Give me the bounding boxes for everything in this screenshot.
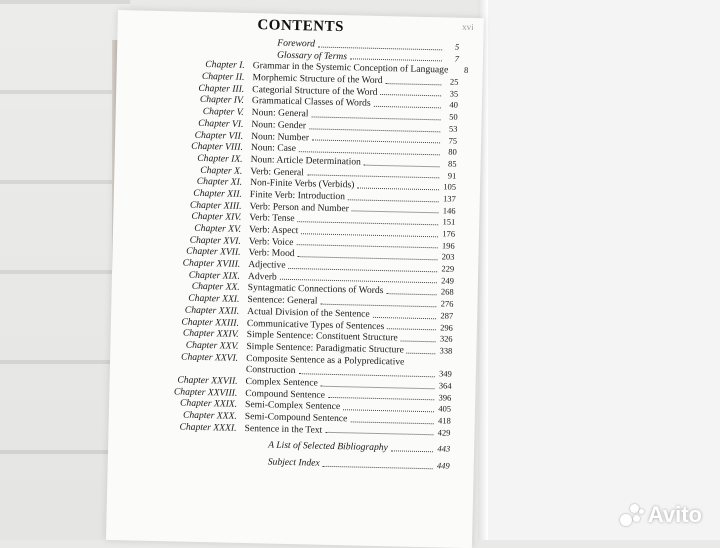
toc-entry-title: Non-Finite Verbs (Verbids) xyxy=(250,177,355,191)
chapter-number: Chapter XI. xyxy=(174,176,242,189)
toc-entry-title: Communicative Types of Sentences xyxy=(247,318,385,333)
toc-entry-title: Noun: General xyxy=(252,107,309,120)
toc-line xyxy=(268,457,450,473)
toc-page-number: 405 xyxy=(437,404,451,416)
toc-entry-title: A List of Selected Bibliography xyxy=(268,440,388,454)
toc-entry-title: Noun: Number xyxy=(251,131,309,144)
toc-page-number: 364 xyxy=(437,380,451,392)
dot-leader xyxy=(380,94,441,96)
toc-page-number: 349 xyxy=(438,369,452,381)
toc-entry-title: Verb: Tense xyxy=(249,212,295,225)
right-blank-page xyxy=(482,0,720,540)
chapter-number: Chapter XIX. xyxy=(172,269,240,282)
toc-entry-title: Verb: Person and Number xyxy=(249,201,349,215)
toc-entry-title: Grammatical Classes of Words xyxy=(252,96,371,110)
dot-leader xyxy=(311,116,440,120)
toc-page-number: 137 xyxy=(442,193,456,205)
toc-page-number: 7 xyxy=(445,53,459,65)
toc-back-entry xyxy=(268,440,450,456)
toc-entry-title: Foreword xyxy=(277,38,315,51)
chapter-number: Chapter XXVIII. xyxy=(169,386,237,399)
toc-entry-title: Verb: Aspect xyxy=(249,224,299,237)
chapter-number: Chapter XXX. xyxy=(169,409,237,422)
dot-leader xyxy=(350,421,433,424)
chapter-number: Chapter XVII. xyxy=(172,246,240,259)
toc-page-number: 443 xyxy=(436,444,450,456)
dot-leader xyxy=(386,293,436,295)
chapter-number: Chapter VIII. xyxy=(175,141,243,154)
toc-entry-title: Adjective xyxy=(248,259,286,272)
chapter-number: Chapter II. xyxy=(176,70,244,83)
toc-page-number: 40 xyxy=(444,100,458,112)
toc-page-number: 146 xyxy=(441,205,455,217)
chapter-number: Chapter VI. xyxy=(175,117,243,130)
dot-leader xyxy=(386,83,442,85)
avito-logo-icon xyxy=(620,504,644,526)
chapter-number: Chapter XXIX. xyxy=(169,398,237,411)
dot-leader xyxy=(391,450,433,452)
chapter-number: Chapter X. xyxy=(174,164,242,177)
toc-page-number: 229 xyxy=(440,263,454,275)
avito-watermark xyxy=(620,502,702,528)
toc-page-number: 396 xyxy=(437,392,451,404)
chapter-number: Chapter XVI. xyxy=(173,234,241,247)
toc-entry-title: Morphemic Structure of the Word xyxy=(252,72,382,87)
toc-page-number: 5 xyxy=(445,41,459,53)
chapter-number: Chapter XIV. xyxy=(173,211,241,224)
dot-leader xyxy=(323,466,433,469)
toc-page-number: 35 xyxy=(444,88,458,100)
toc-page-number: 75 xyxy=(443,135,457,147)
contents-page xyxy=(106,10,484,548)
chapter-number: Chapter XXIII. xyxy=(171,316,239,329)
dot-leader xyxy=(364,164,440,167)
toc-page-number: 287 xyxy=(439,310,453,322)
chapter-number: Chapter XXVI. xyxy=(170,351,238,364)
toc-back-entry xyxy=(268,457,450,473)
toc-page-number: 203 xyxy=(440,252,454,264)
chapter-number: Chapter XXIV. xyxy=(171,327,239,340)
toc-entry-title: Sentence: General xyxy=(247,294,317,307)
toc-entry-title: Sentence in the Text xyxy=(244,423,322,436)
toc-entry-title: Glossary of Terms xyxy=(277,49,347,62)
dot-leader xyxy=(350,59,442,62)
toc-entry-title: Complex Sentence xyxy=(245,376,317,389)
dot-leader xyxy=(348,199,439,202)
dot-leader xyxy=(407,352,436,354)
chapter-number: Chapter XV. xyxy=(173,222,241,235)
toc-page-number: 326 xyxy=(438,334,452,346)
toc-entry-title: Simple Sentence: Constituent Structure xyxy=(247,329,398,344)
dot-leader xyxy=(401,340,436,342)
chapter-number: Chapter XX. xyxy=(172,281,240,294)
toc-entry-title: Categorial Structure of the Word xyxy=(252,84,378,99)
toc-entry-title: Adverb xyxy=(248,271,277,283)
chapter-number: Chapter I. xyxy=(177,59,245,72)
table-of-contents xyxy=(108,34,484,473)
toc-entry-title: Semi-Compound Sentence xyxy=(245,411,348,425)
chapter-number: Chapter XVIII. xyxy=(172,257,240,270)
chapter-number: Chapter IX. xyxy=(175,152,243,165)
chapter-title-line1: Composite Sentence as a Polypredicative xyxy=(246,353,452,369)
toc-page-number: 268 xyxy=(440,287,454,299)
toc-page-number: 25 xyxy=(444,76,458,88)
toc-page-number: 249 xyxy=(440,275,454,287)
dot-leader xyxy=(325,432,433,435)
page-number: xvi xyxy=(462,22,474,32)
chapter-number: Chapter XXV. xyxy=(170,339,238,352)
chapter-number: Chapter III. xyxy=(176,82,244,95)
toc-entry-title: Verb: Voice xyxy=(249,236,294,249)
toc-page-number: 53 xyxy=(443,123,457,135)
toc-page-number: 196 xyxy=(441,240,455,252)
toc-page-number: 91 xyxy=(442,170,456,182)
dot-leader xyxy=(307,175,439,179)
toc-page-number: 296 xyxy=(439,322,453,334)
toc-page-number: 449 xyxy=(436,460,450,472)
chapter-number: Chapter XIII. xyxy=(173,199,241,212)
chapter-number: Chapter XXI. xyxy=(171,292,239,305)
toc-entry-title: Noun: Gender xyxy=(251,119,306,132)
toc-entry-title: Noun: Article Determination xyxy=(251,154,362,168)
dot-leader xyxy=(309,128,440,132)
toc-page-number: 80 xyxy=(443,147,457,159)
toc-entry-title: Verb: General xyxy=(250,166,304,179)
toc-line xyxy=(268,440,450,456)
dot-leader xyxy=(328,397,434,400)
toc-entry-title: Noun: Case xyxy=(251,142,296,155)
toc-entry-title: Actual Division of the Sentence xyxy=(247,306,370,320)
dot-leader xyxy=(343,409,434,412)
chapter-number: Chapter V. xyxy=(176,105,244,118)
toc-entry-title: Construction xyxy=(246,364,296,377)
chapter-number: Chapter XXVII. xyxy=(169,374,237,387)
toc-entry-title: Compound Sentence xyxy=(245,388,325,402)
toc-page-number: 105 xyxy=(442,182,456,194)
dot-leader xyxy=(312,140,440,144)
chapter-number: Chapter VII. xyxy=(175,129,243,142)
chapter-number: Chapter XXXI. xyxy=(168,421,236,434)
toc-entry-title: Semi-Complex Sentence xyxy=(245,399,340,413)
chapter-number: Chapter XXII. xyxy=(171,304,239,317)
toc-page-number: 418 xyxy=(437,415,451,427)
dot-leader xyxy=(352,211,439,214)
toc-page-number: 50 xyxy=(444,112,458,124)
dot-leader xyxy=(320,303,436,307)
watermark-text: Avito xyxy=(648,502,702,528)
toc-entry-title: Syntagmatic Connections of Words xyxy=(248,282,384,297)
toc-page-number: 85 xyxy=(442,158,456,170)
toc-page-number: 429 xyxy=(436,427,450,439)
toc-entry-title: Subject Index xyxy=(268,457,320,470)
chapter-number: Chapter XII. xyxy=(174,187,242,200)
dot-leader xyxy=(357,187,439,190)
toc-entry-title: Finite Verb: Introduction xyxy=(250,189,345,203)
dot-leader xyxy=(374,106,441,109)
dot-leader xyxy=(387,328,436,330)
toc-entry-title: Grammar in the Systemic Conception of Language xyxy=(253,60,449,76)
dot-leader xyxy=(321,385,435,389)
toc-page-number: 276 xyxy=(439,298,453,310)
toc-entry-title: Simple Sentence: Paradigmatic Structure xyxy=(246,341,404,356)
toc-entry-title: Verb: Mood xyxy=(248,247,294,260)
page-title: CONTENTS xyxy=(118,14,484,39)
dot-leader xyxy=(373,316,436,318)
toc-page-number: 151 xyxy=(441,217,455,229)
toc-page-number: 338 xyxy=(438,345,452,357)
chapter-number: Chapter IV. xyxy=(176,94,244,107)
dot-leader xyxy=(318,46,442,50)
toc-page-number: 8 xyxy=(454,65,468,77)
toc-row-back xyxy=(108,453,474,473)
toc-page-number: 176 xyxy=(441,228,455,240)
